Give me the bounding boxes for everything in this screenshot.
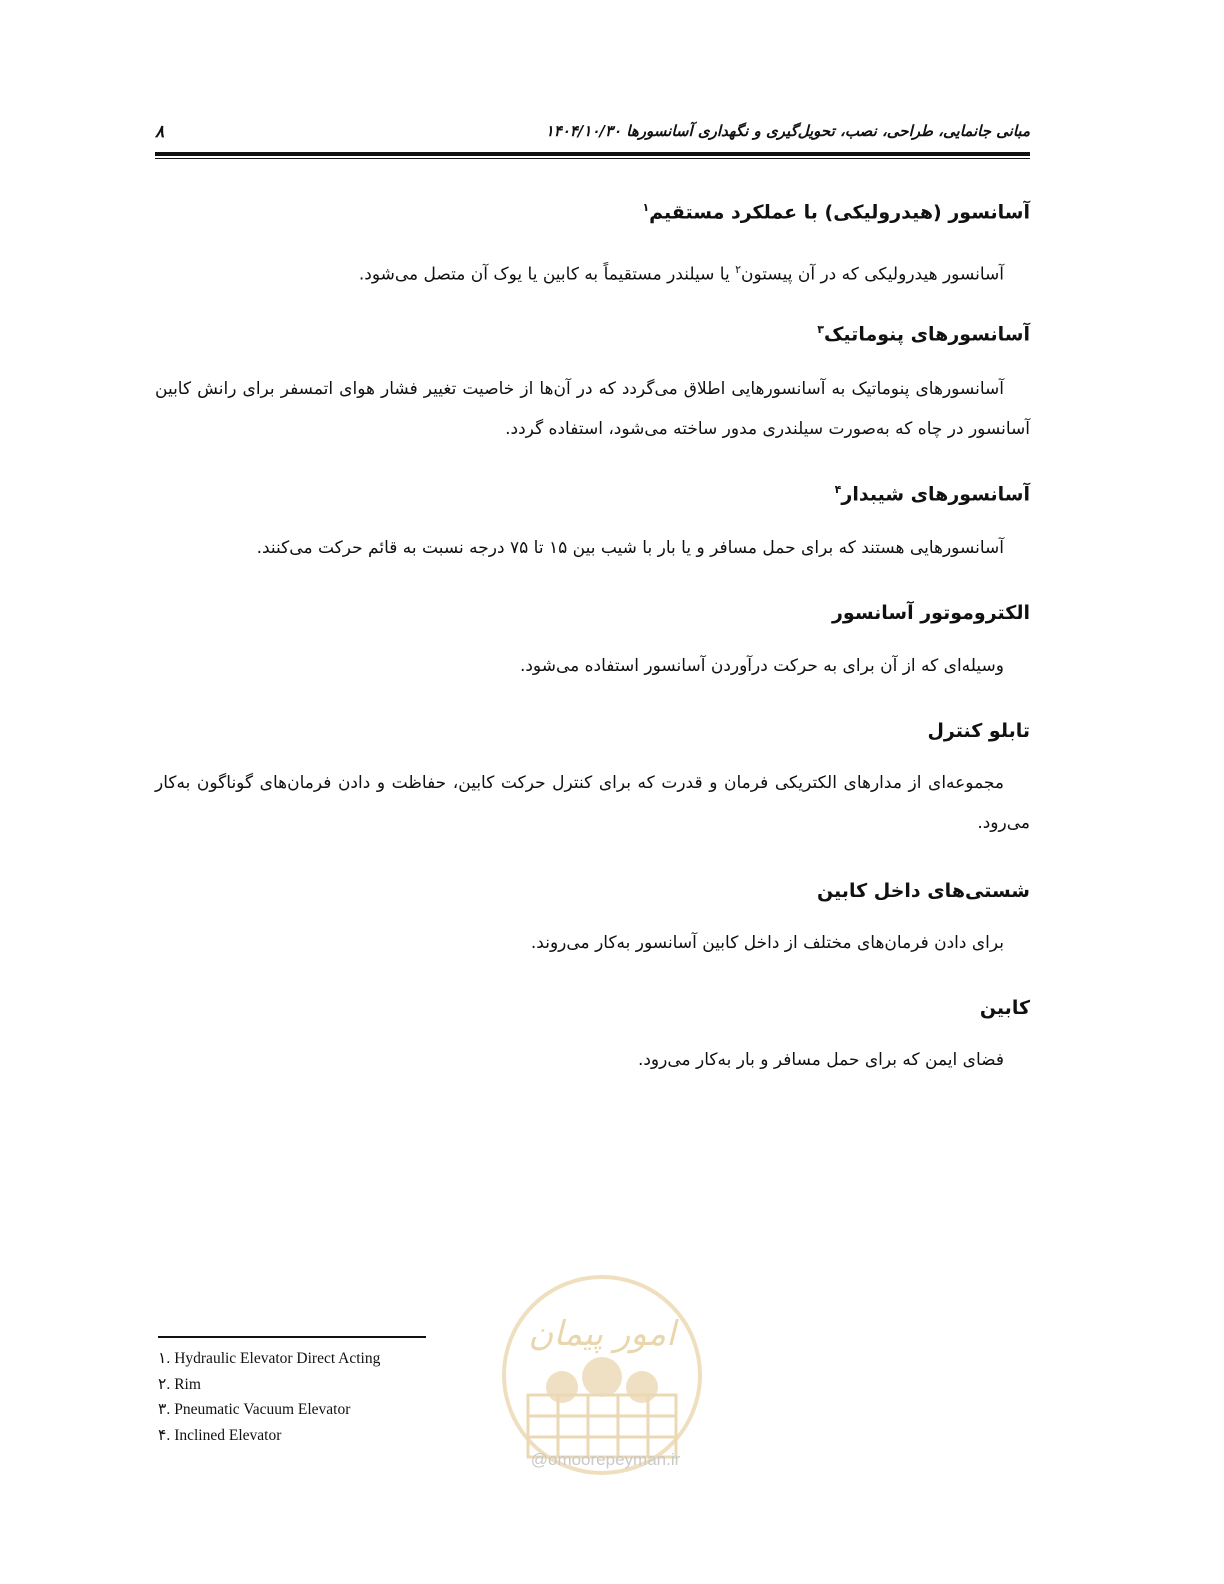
seal-icons	[546, 1357, 658, 1403]
watermark-url: @omoorepeyman.ir	[530, 1450, 681, 1469]
section-paragraph: وسیله‌ای که از آن برای به حرکت درآوردن آسانسور استفاده می‌شود.	[519, 656, 1004, 676]
footnotes	[158, 1346, 380, 1448]
footnote-ref: ۳	[817, 323, 824, 336]
footnote-ref: ۲	[735, 263, 742, 276]
section-paragraph: آسانسور هیدرولیکی که در آن پیستون$^۲$ یا سیلندر مستقیماً به کابین یا یوک آن متصل می‌شود.	[358, 263, 1004, 285]
footnote-item: ۴. Inclined Elevator	[158, 1426, 282, 1444]
page-number: ۸	[155, 122, 165, 142]
section-heading: شستی‌های داخل کابین	[816, 880, 1030, 902]
header-rule-thin	[155, 158, 1030, 159]
footnote-ref: ۱	[642, 201, 650, 214]
book-title: مبانی جانمایی، طراحی، نصب، تحویل‌گیری و نگهداری آسانسورها	[626, 122, 1030, 140]
section-paragraph: مجموعه‌ای از مدارهای الکتریکی فرمان و قدرت که برای کنترل حرکت کابین، حفاظت و دادن فرمان‌های گوناگون به‌کار می‌رود.	[155, 773, 1030, 833]
watermark-logo-text: امور پیمان	[528, 1314, 676, 1354]
section-heading: کابین	[979, 997, 1030, 1019]
section-heading: تابلو کنترل	[927, 720, 1030, 742]
section-heading: آسانسورهای پنوماتیک$^۳$	[817, 323, 1030, 346]
footnote-item: ۱. Hydraulic Elevator Direct Acting	[158, 1350, 381, 1367]
section-heading: آسانسور (هیدرولیکی) با عملکرد مستقیم$^۱$	[642, 201, 1030, 224]
header-date: ۱۴۰۴/۱۰/۳۰	[545, 122, 622, 140]
footnote-separator	[158, 1336, 426, 1338]
footnote-item: ۲. Rim	[158, 1375, 201, 1393]
footnote-ref: ۴	[834, 483, 842, 496]
section-paragraph: آسانسورهای پنوماتیک به آسانسورهایی اطلاق می‌گردد که در آن‌ها از خاصیت تغییر فشار هوای اتمسفر برای رانش کابین آسانسور در چاه که به‌صورت سیلندری مدور ساخته می‌شود، استفاده گردد.	[155, 379, 1030, 439]
at-icon: @	[530, 1450, 548, 1469]
section-paragraph: فضای ایمن که برای حمل مسافر و بار به‌کار می‌رود.	[637, 1050, 1004, 1070]
running-header	[155, 120, 1030, 146]
section-paragraph: آسانسورهایی هستند که برای حمل مسافر و یا بار با شیب بین ۱۵ تا ۷۵ درجه نسبت به قائم حرکت می‌کنند.	[256, 538, 1004, 558]
header-rule-thick	[155, 152, 1030, 156]
header-title-line	[524, 122, 1030, 140]
section-paragraph: برای دادن فرمان‌های مختلف از داخل کابین آسانسور به‌کار می‌روند.	[530, 933, 1004, 953]
footnote-item: ۳. Pneumatic Vacuum Elevator	[158, 1401, 351, 1418]
building-grid-icon	[528, 1395, 676, 1457]
section-heading: آسانسورهای شیبدار$^۴$	[834, 483, 1030, 506]
section-heading: الکتروموتور آسانسور	[831, 602, 1030, 624]
